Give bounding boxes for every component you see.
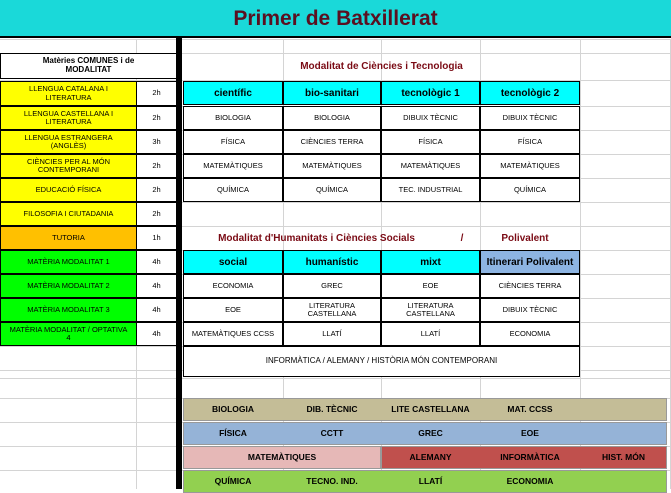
column-header: tecnològic 2 — [480, 81, 580, 105]
grid-line — [0, 378, 671, 379]
column-header: social — [183, 250, 283, 274]
table-cell: DIBUIX TÈCNIC — [480, 106, 580, 130]
common-subject-label: FILOSOFIA I CIUTADANIA — [0, 202, 137, 226]
table-cell: FÍSICA — [480, 130, 580, 154]
common-subject-hours: 4h — [136, 274, 177, 298]
table-cell: MATEMÀTIQUES — [283, 154, 381, 178]
table-cell: BIOLOGIA — [283, 106, 381, 130]
common-subject-label: LLENGUA CASTELLANA I LITERATURA — [0, 106, 137, 130]
table-cell: MATEMÀTIQUES — [183, 154, 283, 178]
common-subject-label: MATÈRIA MODALITAT 3 — [0, 298, 137, 322]
humanities-title: Modalitat d'Humanitats i Ciències Socials — [218, 232, 415, 244]
common-subject-hours: 3h — [136, 130, 177, 154]
polivalent-title: Polivalent — [501, 232, 549, 244]
common-subject-label: MATÈRIA MODALITAT 2 — [0, 274, 137, 298]
group-band-item: BIOLOGIA — [211, 403, 255, 414]
group-band-item: TECNO. IND. — [306, 475, 358, 486]
optional-subjects: INFORMÀTICA / ALEMANY / HISTÒRIA MÓN CONTEMPORANI — [183, 346, 580, 377]
group-band-item: EOE — [521, 427, 539, 438]
common-header: Matèries COMUNES i de MODALITAT — [0, 53, 177, 79]
table-cell: BIOLOGIA — [183, 106, 283, 130]
group-band-item: ECONOMIA — [506, 475, 554, 486]
group-band-item: INFORMÀTICA — [500, 451, 560, 462]
group-band-item: FÍSICA — [219, 427, 247, 438]
table-cell: ECONOMIA — [183, 274, 283, 298]
table-cell: EOE — [183, 298, 283, 322]
table-cell: DIBUIX TÈCNIC — [480, 298, 580, 322]
table-cell: QUÍMICA — [283, 178, 381, 202]
table-cell: LLATÍ — [283, 322, 381, 346]
column-header: Itinerari Polivalent — [480, 250, 580, 274]
column-header: científic — [183, 81, 283, 105]
common-subject-hours: 4h — [136, 322, 177, 346]
table-cell: FÍSICA — [183, 130, 283, 154]
table-cell: GREC — [283, 274, 381, 298]
group-band-item: DIB. TÈCNIC — [306, 403, 358, 414]
common-subject-label: EDUCACIÓ FÍSICA — [0, 178, 137, 202]
table-cell: MATEMÀTIQUES — [480, 154, 580, 178]
common-subject-hours: 2h — [136, 178, 177, 202]
common-subject-hours: 1h — [136, 226, 177, 250]
group-band-item: ALEMANY — [409, 451, 452, 462]
column-header: mixt — [381, 250, 480, 274]
table-cell: FÍSICA — [381, 130, 480, 154]
group-band-item: CCTT — [320, 427, 344, 438]
table-cell: CIÈNCIES TERRA — [480, 274, 580, 298]
common-subject-label: TUTORIA — [0, 226, 137, 250]
humanities-slash: / — [460, 232, 464, 244]
common-subject-label: CIÈNCIES PER AL MÓN CONTEMPORANI — [0, 154, 137, 178]
group-band-item: MATEMÀTIQUES — [183, 446, 381, 469]
table-cell: ECONOMIA — [480, 322, 580, 346]
table-cell: DIBUIX TÈCNIC — [381, 106, 480, 130]
column-header: bio-sanitari — [283, 81, 381, 105]
group-band-item: LLATÍ — [418, 475, 443, 486]
table-cell: MATEMÀTIQUES — [381, 154, 480, 178]
table-cell: CIÈNCIES TERRA — [283, 130, 381, 154]
common-subject-hours: 2h — [136, 202, 177, 226]
common-subject-label: LLENGUA CATALANA I LITERATURA — [0, 81, 137, 106]
table-cell: TEC. INDUSTRIAL — [381, 178, 480, 202]
column-header: tecnològic 1 — [381, 81, 480, 105]
group-band-item: GREC — [418, 427, 443, 438]
table-cell: LITERATURA CASTELLANA — [381, 298, 480, 322]
table-cell: LLATÍ — [381, 322, 480, 346]
group-band-item: LITE CASTELLANA — [391, 403, 470, 414]
common-subject-hours: 4h — [136, 250, 177, 274]
common-subject-hours: 2h — [136, 106, 177, 130]
common-subject-label: MATÈRIA MODALITAT / OPTATIVA 4 — [0, 322, 137, 346]
common-subject-label: LLENGUA ESTRANGERA (ANGLÈS) — [0, 130, 137, 154]
common-subject-hours: 2h — [136, 154, 177, 178]
common-subject-hours: 2h — [136, 81, 177, 106]
grid-line — [0, 39, 671, 40]
table-cell: QUÍMICA — [480, 178, 580, 202]
group-band-item: HIST. MÓN — [602, 451, 645, 462]
science-title: Modalitat de Ciències i Tecnologia — [300, 60, 463, 72]
table-cell: MATEMÀTIQUES CCSS — [183, 322, 283, 346]
group-band-item: MAT. CCSS — [507, 403, 553, 414]
table-cell: EOE — [381, 274, 480, 298]
table-cell: LITERATURA CASTELLANA — [283, 298, 381, 322]
column-divider — [176, 38, 182, 489]
group-band-item: QUÍMICA — [214, 475, 252, 486]
common-subject-hours: 4h — [136, 298, 177, 322]
column-header: humanístic — [283, 250, 381, 274]
common-subject-label: MATÈRIA MODALITAT 1 — [0, 250, 137, 274]
page-title: Primer de Batxillerat — [233, 7, 438, 30]
table-cell: QUÍMICA — [183, 178, 283, 202]
